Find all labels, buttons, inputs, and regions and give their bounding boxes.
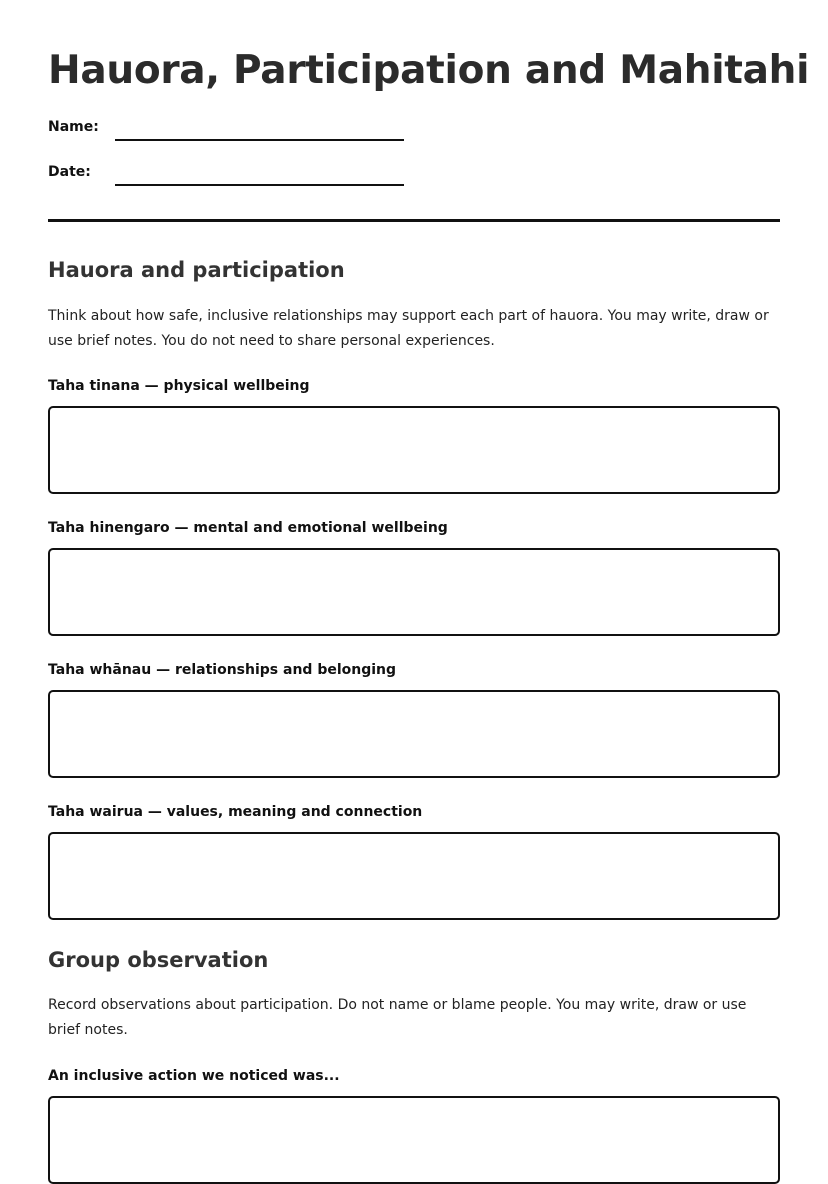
answer-box-taha-tinana[interactable]: [48, 406, 780, 494]
hauora-section-heading: Hauora and participation: [48, 258, 345, 282]
name-field-row: [48, 118, 408, 142]
date-label: Date:: [48, 164, 91, 180]
date-field-row: [48, 163, 408, 187]
prompt-label-inclusive-action: An inclusive action we noticed was...: [48, 1068, 340, 1084]
name-input[interactable]: [115, 139, 404, 141]
name-label: Name:: [48, 119, 99, 135]
prompt-label-taha-tinana: Taha tinana — physical wellbeing: [48, 378, 310, 394]
answer-box-taha-hinengaro[interactable]: [48, 548, 780, 636]
answer-box-inclusive-action[interactable]: [48, 1096, 780, 1184]
header-divider: [48, 219, 780, 222]
answer-box-taha-whanau[interactable]: [48, 690, 780, 778]
group-section-intro: Record observations about participation. Do not name or blame people. You may write, draw or use brief notes.: [48, 997, 747, 1038]
prompt-label-taha-hinengaro: Taha hinengaro — mental and emotional wellbeing: [48, 520, 448, 536]
answer-box-taha-wairua[interactable]: [48, 832, 780, 920]
date-input[interactable]: [115, 184, 404, 186]
group-section-heading: Group observation: [48, 948, 269, 972]
page-title: Hauora, Participation and Mahitahi: [48, 48, 810, 93]
hauora-section-intro: Think about how safe, inclusive relationships may support each part of hauora. You may write, draw or use brief notes. You do not need to share personal experiences.: [48, 308, 769, 349]
prompt-label-taha-wairua: Taha wairua — values, meaning and connection: [48, 804, 423, 820]
prompt-label-taha-whanau: Taha whānau — relationships and belonging: [48, 662, 397, 678]
